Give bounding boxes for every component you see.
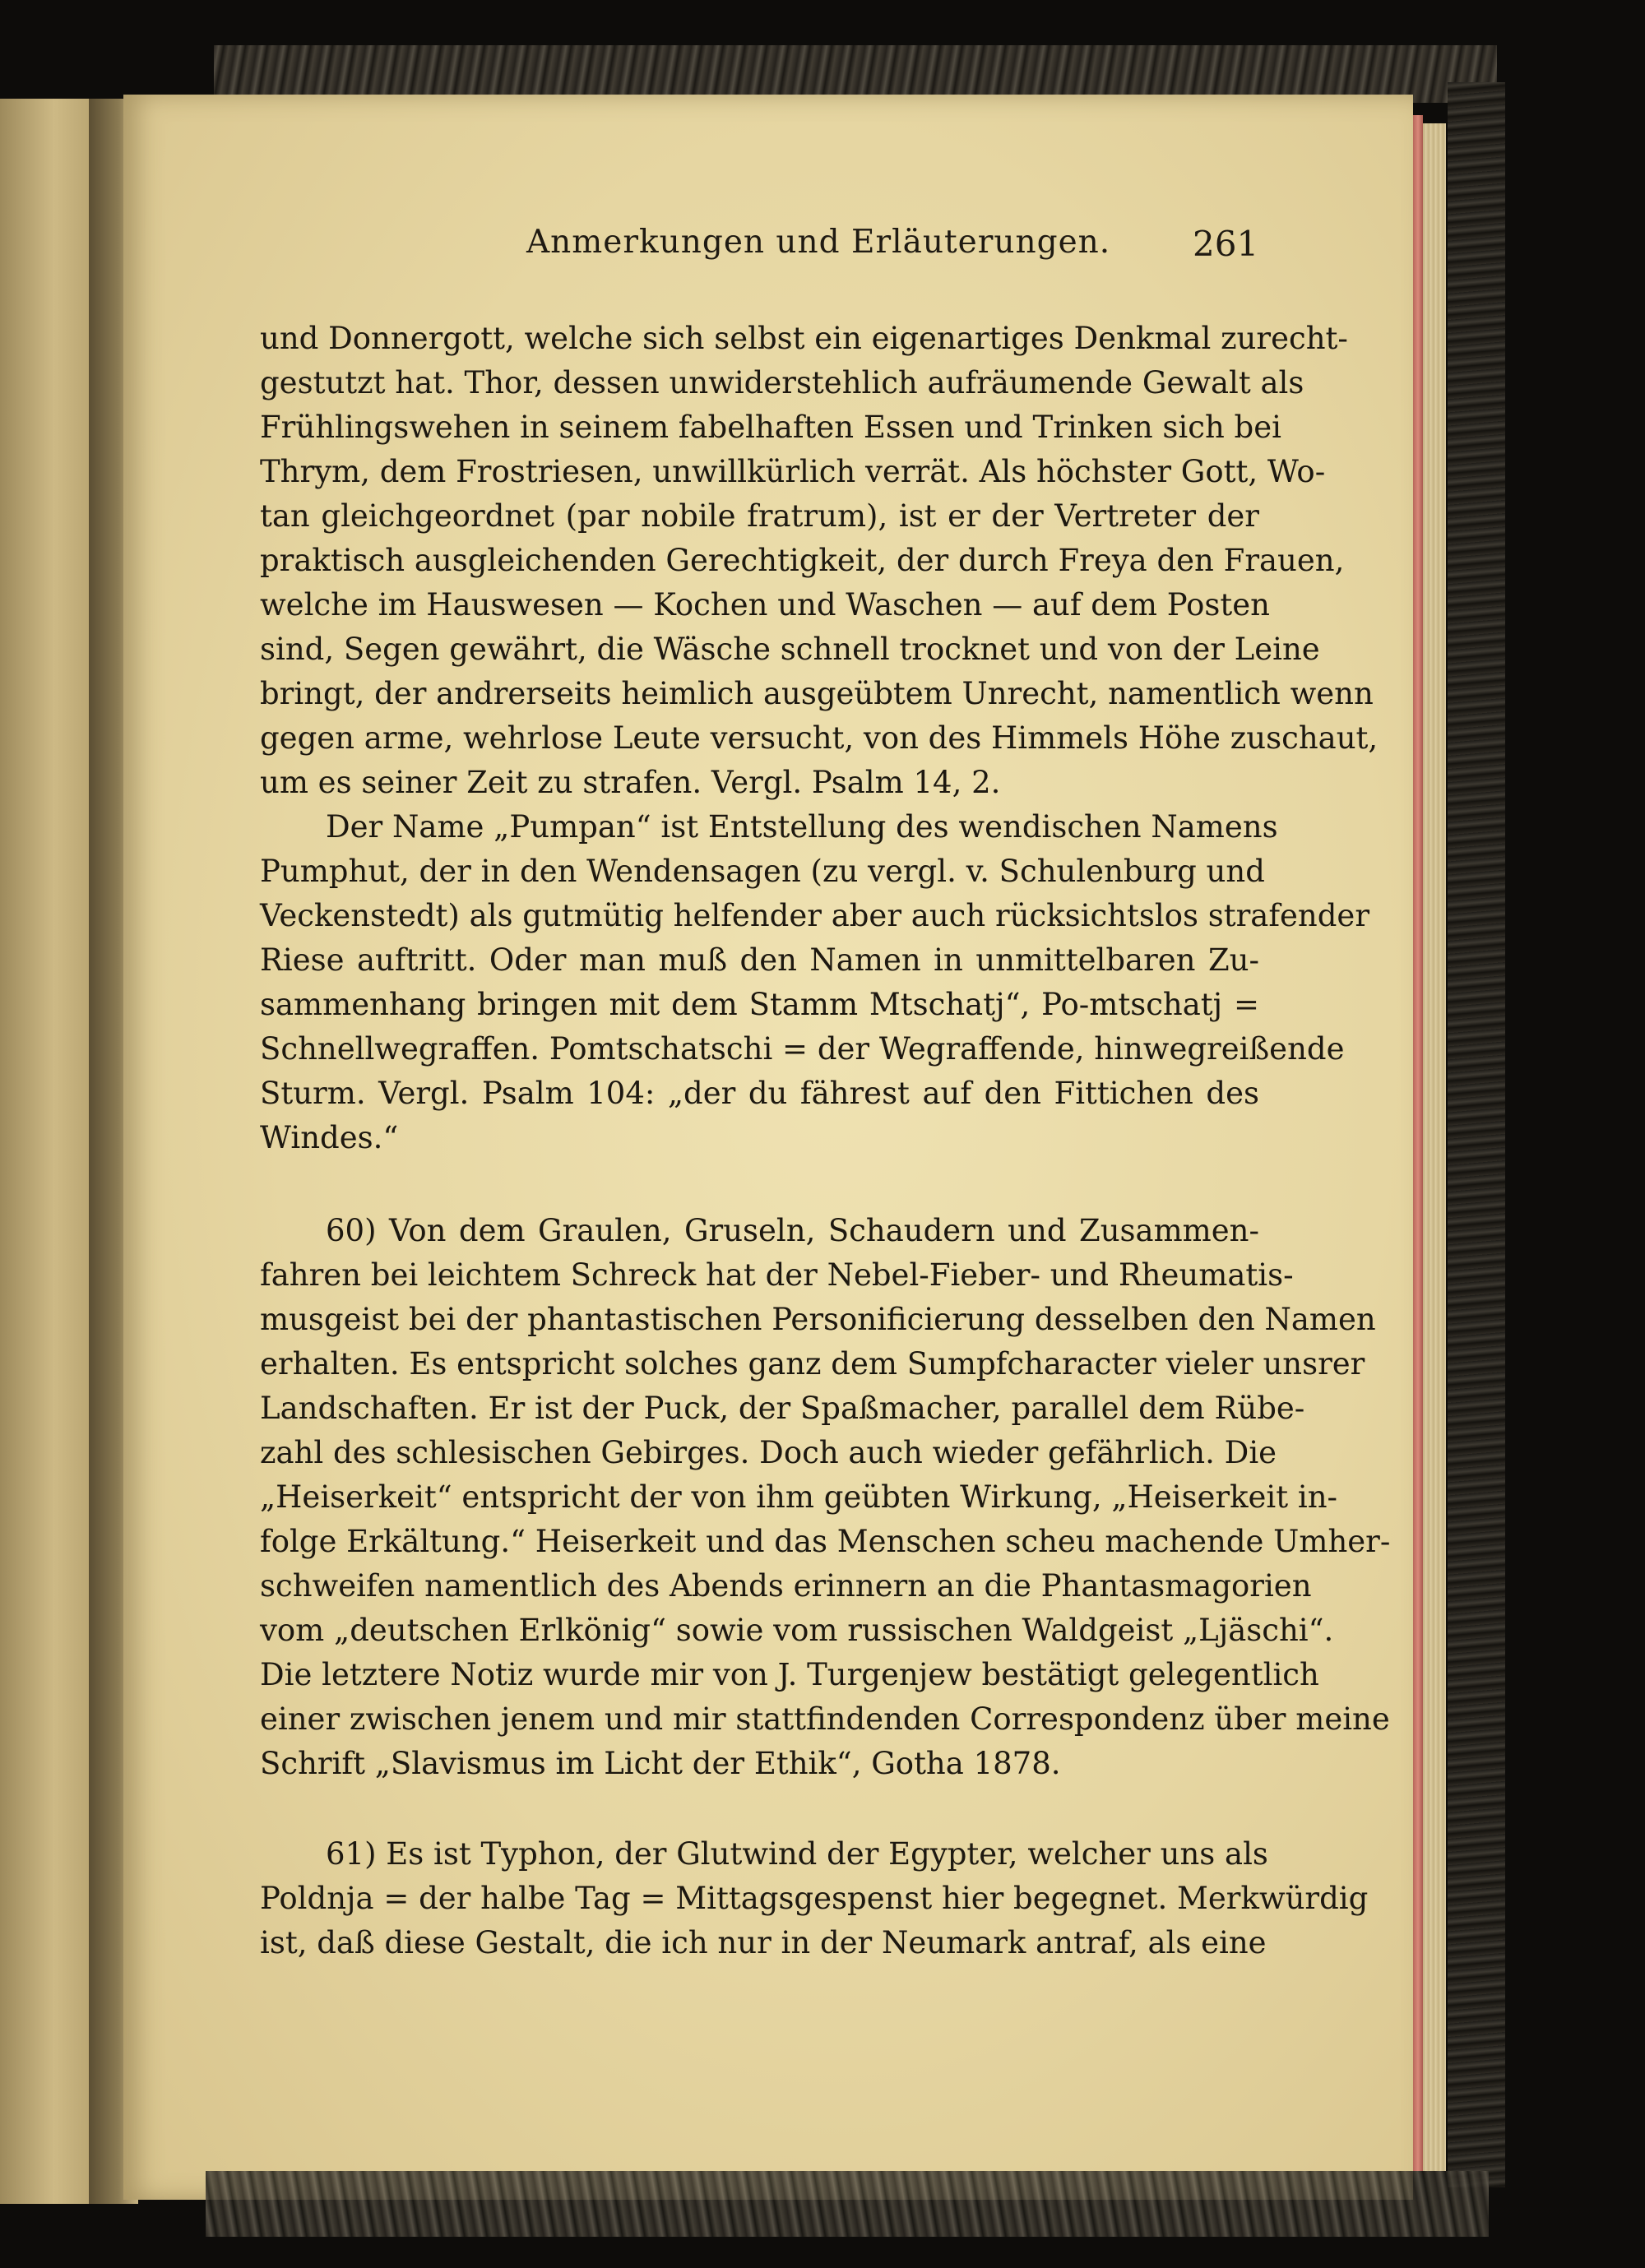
note-61 (260, 1832, 1369, 1965)
text-line: Sturm. Vergl. Psalm 104: „der du fährest auf den Fittichen des (260, 1076, 1259, 1111)
page-stack-edge (1421, 123, 1446, 2171)
paragraph-continuation (260, 317, 1379, 805)
text-line: Riese auftritt. Oder man muß den Namen in unmittelbaren Zu- (260, 942, 1259, 978)
text-line: welche im Hauswesen — Kochen und Waschen — auf dem Posten (260, 587, 1270, 623)
text-line: vom „deutschen Erlkönig“ sowie vom russischen Waldgeist „Ljäschi“. (260, 1613, 1334, 1648)
text-line: 60) Von dem Graulen, Gruseln, Schaudern und Zusammen- (326, 1213, 1259, 1248)
red-page-edge (1413, 115, 1423, 2171)
page-number: 261 (1193, 224, 1259, 264)
text-line: einer zwischen jenem und mir stattfindenden Correspondenz über meine (260, 1701, 1390, 1737)
text-line: sammenhang bringen mit dem Stamm Mtschatj“, Po-mtschatj = (260, 987, 1259, 1022)
text-line: Frühlingswehen in seinem fabelhaften Essen und Trinken sich bei (260, 410, 1281, 445)
text-line: gegen arme, wehrlose Leute versucht, von des Himmels Höhe zuschaut, (260, 720, 1379, 756)
text-line: sind, Segen gewährt, die Wäsche schnell trocknet und von der Leine (260, 632, 1320, 667)
text-line: Windes.“ (260, 1120, 399, 1155)
text-line: zahl des schlesischen Gebirges. Doch auch wieder gefährlich. Die (260, 1435, 1277, 1470)
text-line: Pumphut, der in den Wendensagen (zu vergl. v. Schulenburg und (260, 854, 1265, 889)
text-line: tan gleichgeordnet (par nobile fratrum), ist er der Vertreter der (260, 498, 1259, 534)
text-line: schweifen namentlich des Abends erinnern an die Phantasmagorien (260, 1568, 1312, 1604)
text-line: praktisch ausgleichenden Gerechtigkeit, der durch Freya den Frauen, (260, 543, 1345, 578)
book-edge-bottom (206, 2171, 1489, 2237)
facing-page-edge (0, 99, 99, 2204)
running-head: Anmerkungen und Erläuterungen. (526, 224, 1111, 261)
text-line: bringt, der andrerseits heimlich ausgeübtem Unrecht, namentlich wenn (260, 676, 1374, 711)
text-line: ist, daß diese Gestalt, die ich nur in der Neumark antraf, als eine (260, 1925, 1267, 1960)
text-line: Thrym, dem Frostriesen, unwillkürlich verrät. Als höchster Gott, Wo- (260, 454, 1326, 489)
text-line: Schrift „Slavismus im Licht der Ethik“, Gotha 1878. (260, 1746, 1061, 1781)
text-line: Die letztere Notiz wurde mir von J. Turgenjew bestätigt gelegentlich (260, 1657, 1319, 1692)
text-line: um es seiner Zeit zu strafen. Vergl. Psalm 14, 2. (260, 765, 1001, 800)
text-line: folge Erkältung.“ Heiserkeit und das Menschen scheu machende Umher- (260, 1524, 1391, 1559)
text-line: Poldnja = der halbe Tag = Mittagsgespenst hier begegnet. Merkwürdig (260, 1881, 1369, 1916)
text-line: und Donnergott, welche sich selbst ein eigenartiges Denkmal zurecht- (260, 321, 1348, 356)
paragraph-pumpan (260, 805, 1370, 1160)
text-line: Landschaften. Er ist der Puck, der Spaßmacher, parallel dem Rübe- (260, 1391, 1305, 1426)
book-cover-edge (1448, 82, 1505, 2187)
text-line: „Heiserkeit“ entspricht der von ihm geübten Wirkung, „Heiserkeit in- (260, 1479, 1338, 1515)
text-line: Der Name „Pumpan“ ist Entstellung des wendischen Namens (326, 809, 1278, 845)
text-line: Schnellwegraffen. Pomtschatschi = der Wegraffende, hinwegreißende (260, 1031, 1345, 1067)
text-line: fahren bei leichtem Schreck hat der Nebel-Fieber- und Rheumatis- (260, 1257, 1294, 1293)
text-line: erhalten. Es entspricht solches ganz dem Sumpfcharacter vieler unsrer (260, 1346, 1365, 1382)
text-line: Veckenstedt) als gutmütig helfender aber auch rücksichtslos strafender (260, 898, 1370, 933)
text-line: 61) Es ist Typhon, der Glutwind der Egypter, welcher uns als (326, 1836, 1268, 1872)
note-60 (260, 1209, 1391, 1786)
text-line: gestutzt hat. Thor, dessen unwiderstehlich aufräumende Gewalt als (260, 365, 1304, 400)
text-line: musgeist bei der phantastischen Personificierung desselben den Namen (260, 1302, 1376, 1337)
